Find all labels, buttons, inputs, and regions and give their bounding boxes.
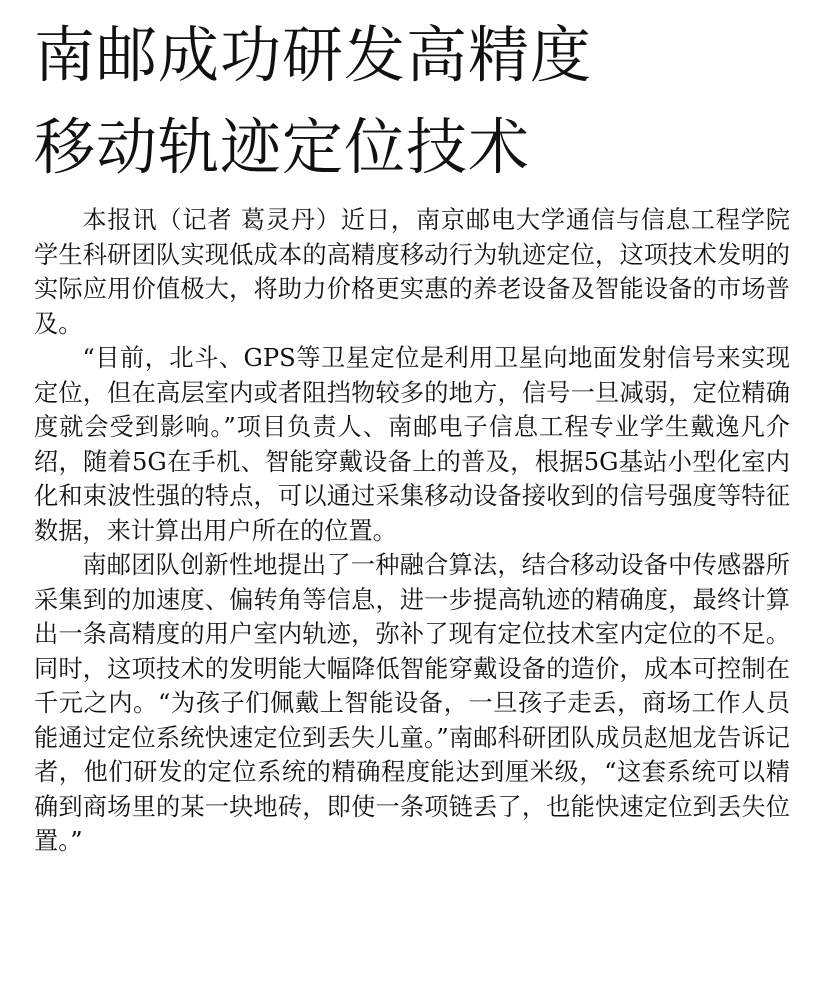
article-body xyxy=(34,203,790,859)
article xyxy=(34,10,794,194)
headline xyxy=(34,10,794,194)
paragraph-3: 南邮团队创新性地提出了一种融合算法，结合移动设备中传感器所采集到的加速度、偏转角等信息，进一步提高轨迹的精确度，最终计算出一条高精度的用户室内轨迹，弥补了现有定位技术室内定位的不足。同时，这项技术的发明能大幅降低智能穿戴设备的造价，成本可控制在千元之内。“为孩子们佩戴上智能设备，一旦孩子走丢，商场工作人员能通过定位系统快速定位到丢失儿童。”南邮科研团队成员赵旭龙告诉记者，他们研发的定位系统的精确程度能达到厘米级，“这套系统可以精确到商场里的某一块地砖，即使一条项链丢了，也能快速定位到丢失位置。” xyxy=(34,551,790,855)
headline-line-1: 南邮成功研发高精度 xyxy=(34,20,593,91)
paragraph-1: 本报讯（记者 葛灵丹）近日，南京邮电大学通信与信息工程学院学生科研团队实现低成本的高精度移动行为轨迹定位，这项技术发明的实际应用价值极大，将助力价格更实惠的养老设备及智能设备的市场普及。 xyxy=(34,206,790,338)
headline-line-2: 移动轨迹定位技术 xyxy=(34,112,531,183)
paragraph-2: “目前，北斗、GPS等卫星定位是利用卫星向地面发射信号来实现定位，但在高层室内或者阻挡物较多的地方，信号一旦减弱，定位精确度就会受到影响。”项目负责人、南邮电子信息工程专业学生戴逸凡介绍，随着5G在手机、智能穿戴设备上的普及，根据5G基站小型化室内化和束波性强的特点，可以通过采集移动设备接收到的信号强度等特征数据，来计算出用户所在的位置。 xyxy=(34,344,790,545)
